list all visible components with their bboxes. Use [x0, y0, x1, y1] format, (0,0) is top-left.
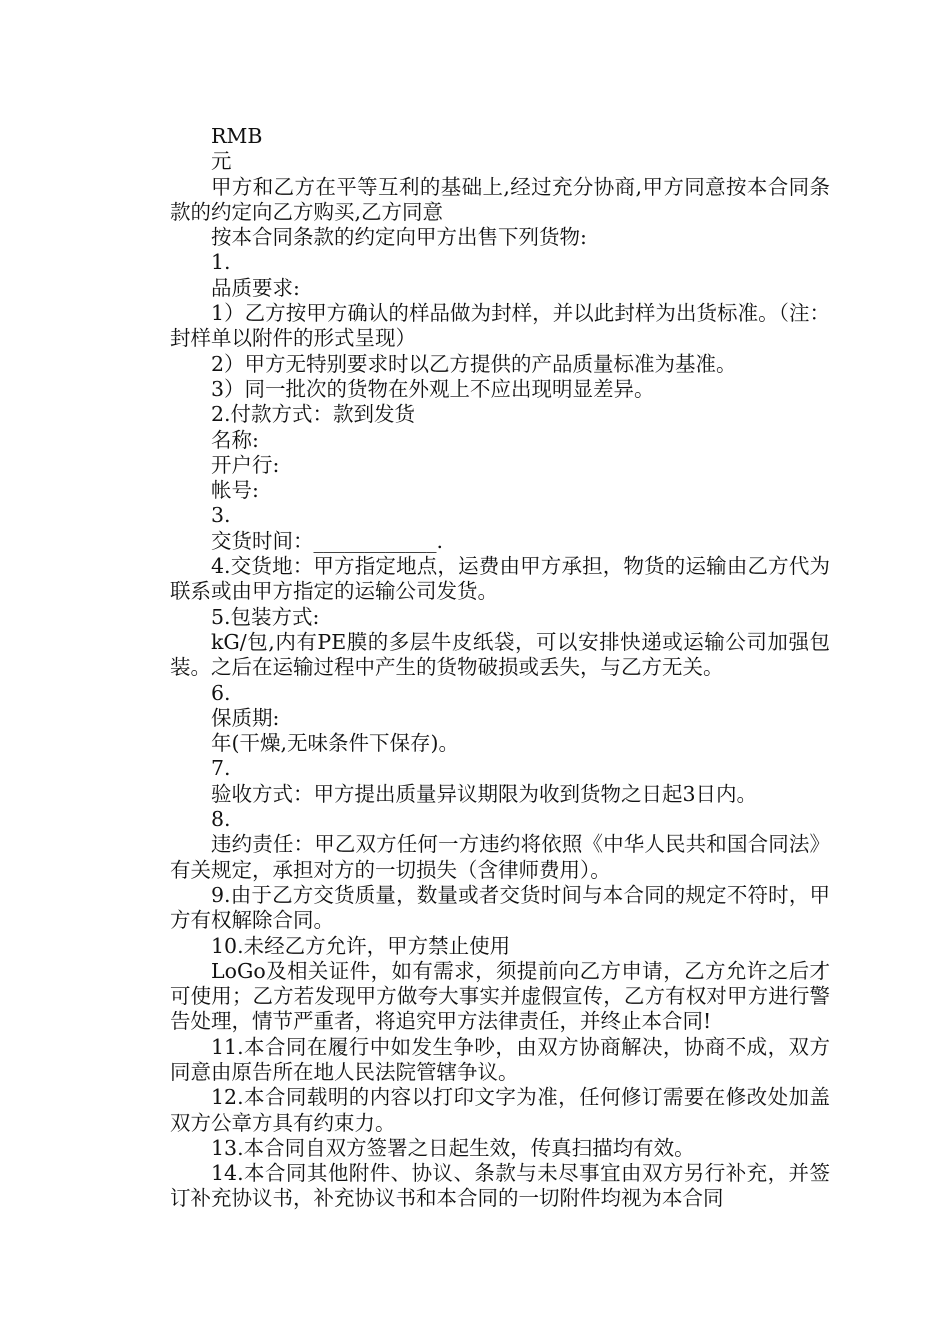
payment-account: 帐号: — [211, 478, 259, 503]
contract-body — [170, 124, 830, 1212]
paragraph-currency: RMB — [211, 124, 263, 148]
clause-5-packaging-detail: kG/包,内有PE膜的多层牛皮纸袋，可以安排快递或运输公司加强包装。之后在运输过程中产生的货物破损或丢失，与乙方无关。 — [170, 629, 830, 680]
clause-3-delivery-time: 交货时间：____________. — [211, 528, 444, 553]
clause-5-packaging-title: 5.包装方式: — [211, 604, 320, 629]
clause-8-liability: 违约责任：甲乙双方任何一方违约将依照《中华人民共和国合同法》有关规定，承担对方的一切损失（含律师费用）。 — [170, 832, 830, 882]
clause-11-dispute: 11.本合同在履行中如发生争吵，由双方协商解决，协商不成，双方同意由原告所在地人民法院管辖争议。 — [170, 1034, 830, 1084]
payment-name: 名称: — [211, 427, 259, 452]
paragraph-preamble: 甲方和乙方在平等互利的基础上,经过充分协商,甲方同意按本合同条款的约定向乙方购买,乙方同意 — [170, 174, 830, 224]
clause-1-number: 1. — [211, 250, 231, 275]
clause-9-termination: 9.由于乙方交货质量，数量或者交货时间与本合同的规定不符时，甲方有权解除合同。 — [170, 882, 830, 933]
clause-1-item-2: 2）甲方无特别要求时以乙方提供的产品质量标准为基准。 — [211, 351, 737, 376]
clause-3-number: 3. — [211, 503, 231, 528]
paragraph-currency-unit: 元 — [211, 149, 232, 174]
clause-12-revision: 12.本合同载明的内容以打印文字为准，任何修订需要在修改处加盖双方公章方具有约束力。 — [170, 1085, 830, 1135]
clause-1-item-3: 3）同一批次的货物在外观上不应出现明显差异。 — [211, 376, 655, 401]
clause-6-number: 6. — [211, 680, 231, 705]
clause-10-title: 10.未经乙方允许，甲方禁止使用 — [211, 933, 511, 958]
clause-13-effective: 13.本合同自双方签署之日起生效，传真扫描均有效。 — [211, 1135, 695, 1160]
clause-6-shelf-life-detail: 年(干燥,无味条件下保存)。 — [211, 731, 460, 756]
paragraph-preamble-cont: 按本合同条款的约定向甲方出售下列货物: — [211, 225, 587, 250]
clause-1-item-1: 1）乙方按甲方确认的样品做为封样，并以此封样为出货标准。（注：封样单以附件的形式呈现） — [170, 301, 830, 351]
clause-7-number: 7. — [211, 756, 231, 781]
clause-1-title: 品质要求: — [211, 275, 300, 300]
clause-8-number: 8. — [211, 807, 231, 832]
clause-7-acceptance: 验收方式：甲方提出质量异议期限为收到货物之日起3日内。 — [211, 781, 758, 806]
clause-14-supplement: 14.本合同其他附件、协议、条款与未尽事宜由双方另行补充，并签订补充协议书，补充协议书和本合同的一切附件均视为本合同 — [170, 1161, 830, 1211]
clause-10-detail: LoGo及相关证件，如有需求，须提前向乙方申请，乙方允许之后才可使用；乙方若发现甲方做夸大事实并虚假宣传，乙方有权对甲方进行警告处理，情节严重者，将追究甲方法律责任，并终止本合同! — [170, 958, 830, 1034]
clause-2-payment: 2.付款方式：款到发货 — [211, 402, 416, 427]
clause-4-delivery-place: 4.交货地：甲方指定地点，运费由甲方承担，物货的运输由乙方代为联系或由甲方指定的运输公司发货。 — [170, 554, 830, 604]
clause-6-shelf-life-title: 保质期: — [211, 705, 280, 730]
payment-bank: 开户行: — [211, 452, 280, 477]
